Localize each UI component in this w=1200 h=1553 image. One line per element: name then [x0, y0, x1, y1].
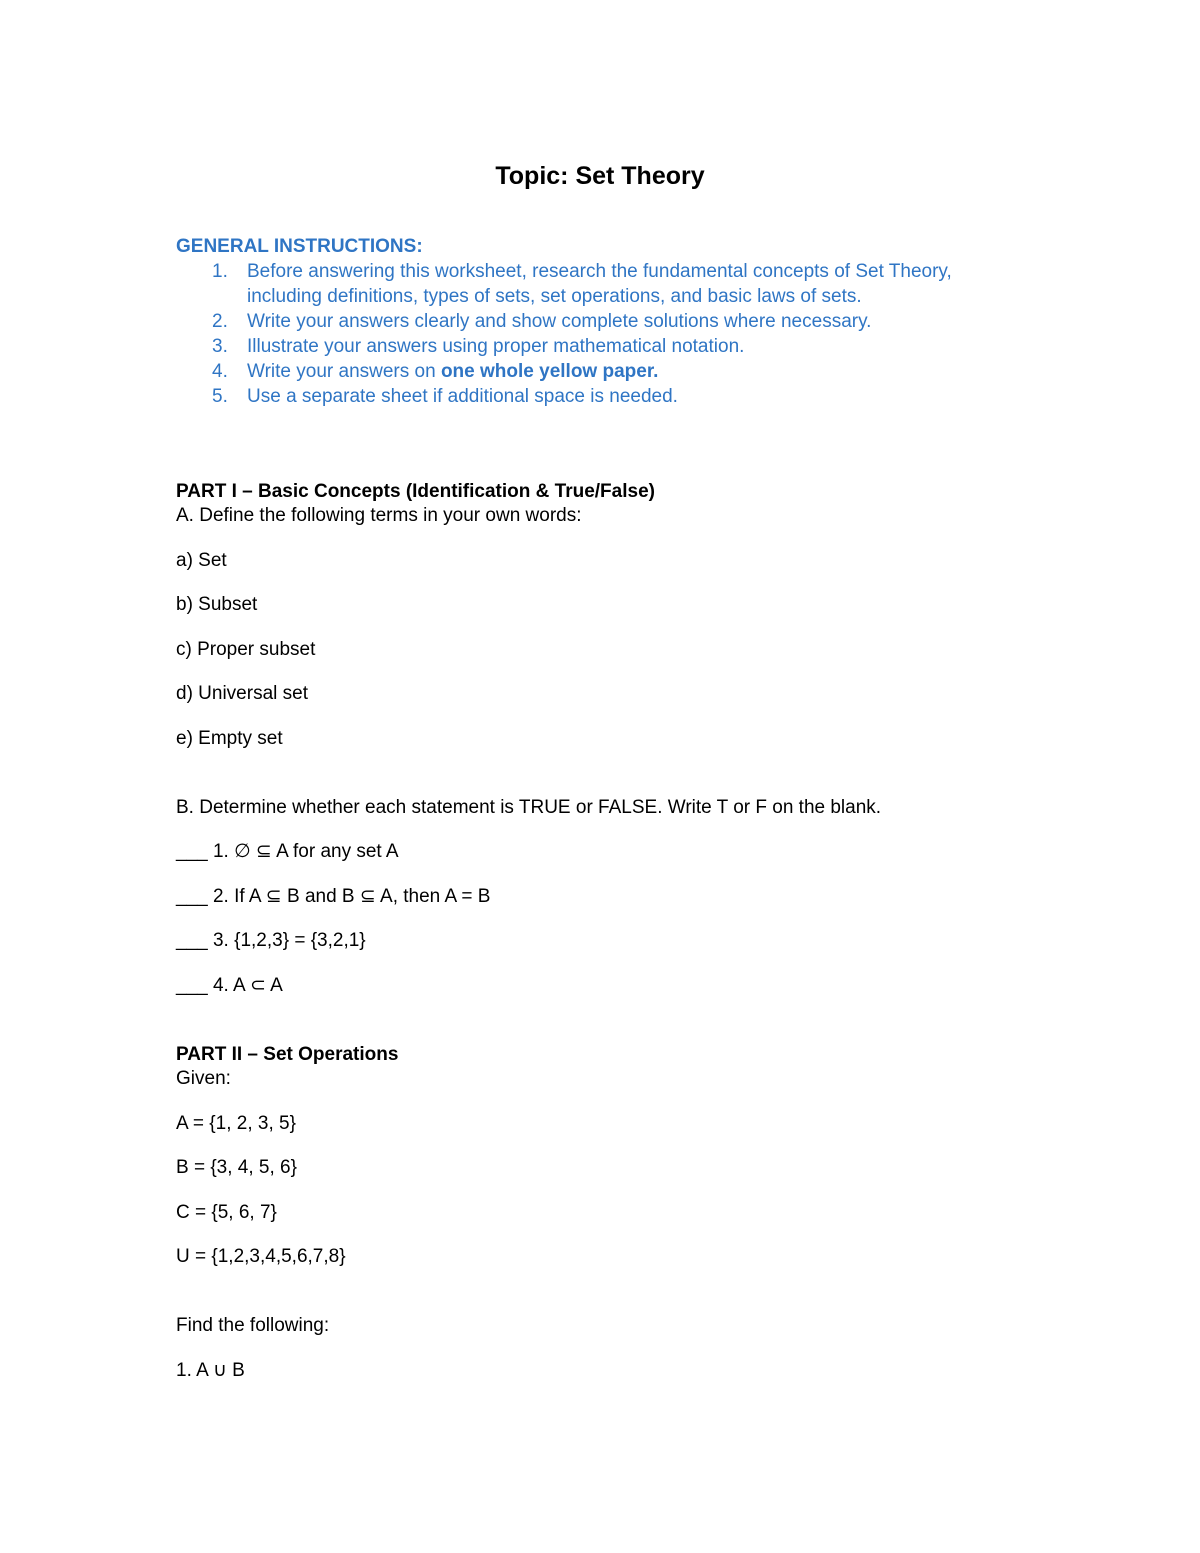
part1-b-instruction: B. Determine whether each statement is TRUE or FALSE. Write T or F on the blank. — [176, 797, 882, 818]
instruction-item — [176, 309, 1006, 334]
part2-heading: PART II – Set Operations — [176, 1044, 399, 1065]
instruction-number: 2. — [212, 311, 228, 332]
page-title: Topic: Set Theory — [495, 162, 705, 190]
general-instructions-heading: GENERAL INSTRUCTIONS: — [176, 236, 423, 257]
given-label: Given: — [176, 1068, 231, 1089]
set-definition: A = {1, 2, 3, 5} — [176, 1113, 296, 1134]
instruction-number: 3. — [212, 336, 228, 357]
term-item: e) Empty set — [176, 728, 283, 749]
instruction-item — [176, 384, 1006, 409]
general-instructions-list — [176, 259, 1006, 409]
term-item: d) Universal set — [176, 683, 308, 704]
true-false-item: ___ 4. A ⊂ A — [176, 975, 283, 996]
instruction-text: Use a separate sheet if additional space is needed. — [247, 386, 678, 407]
true-false-item: ___ 3. {1,2,3} = {3,2,1} — [176, 930, 366, 951]
instruction-text: Write your answers on — [247, 361, 441, 382]
instruction-text: Illustrate your answers using proper mathematical notation. — [247, 336, 745, 357]
term-item: c) Proper subset — [176, 639, 316, 660]
set-definition: U = {1,2,3,4,5,6,7,8} — [176, 1246, 346, 1267]
instruction-text: Write your answers clearly and show complete solutions where necessary. — [247, 311, 872, 332]
instruction-text: Before answering this worksheet, research the fundamental concepts of Set Theory, including definitions, types of sets, set operations, and basic laws of sets. — [247, 261, 952, 307]
instruction-item — [176, 259, 1006, 309]
instruction-number: 1. — [212, 261, 228, 282]
instruction-item — [176, 359, 1006, 384]
instruction-number: 5. — [212, 386, 228, 407]
part1-a-instruction: A. Define the following terms in your own words: — [176, 505, 582, 526]
term-item: b) Subset — [176, 594, 258, 615]
true-false-item: ___ 1. ∅ ⊆ A for any set A — [176, 841, 399, 862]
instruction-item — [176, 334, 1006, 359]
term-item: a) Set — [176, 550, 227, 571]
instruction-number: 4. — [212, 361, 228, 382]
part1-heading: PART I – Basic Concepts (Identification & True/False) — [176, 481, 655, 502]
true-false-item: ___ 2. If A ⊆ B and B ⊆ A, then A = B — [176, 886, 491, 907]
set-definition: B = {3, 4, 5, 6} — [176, 1157, 297, 1178]
set-definition: C = {5, 6, 7} — [176, 1202, 277, 1223]
find-label: Find the following: — [176, 1315, 330, 1336]
instruction-emphasis: one whole yellow paper. — [440, 361, 659, 382]
problem-item: 1. A ∪ B — [176, 1360, 245, 1381]
